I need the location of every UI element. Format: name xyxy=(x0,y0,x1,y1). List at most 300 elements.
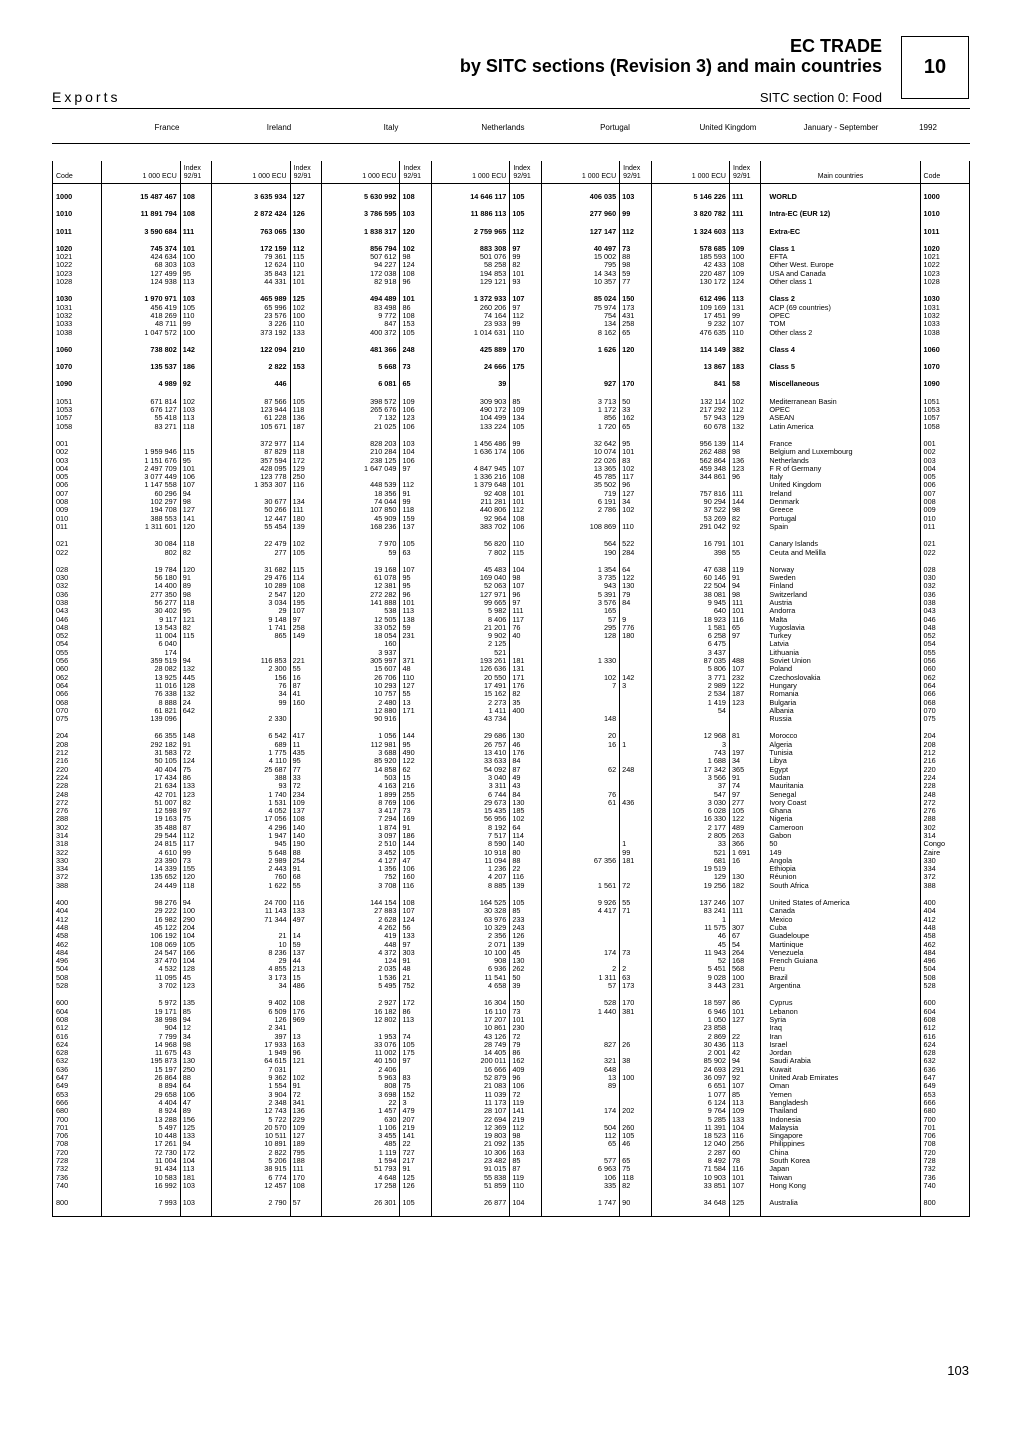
index-cell: 103 xyxy=(180,406,211,414)
ecu-cell: 39 xyxy=(431,380,509,388)
index-cell: 75 xyxy=(180,815,211,823)
ecu-cell: 12 369 xyxy=(431,1124,509,1132)
ecu-cell: 17 258 xyxy=(322,1182,400,1190)
row-code-right: 616 xyxy=(920,1033,969,1041)
index-cell: 83 xyxy=(400,1074,431,1082)
index-cell: 95 xyxy=(290,757,321,765)
row-country-name: Lebanon xyxy=(761,1008,920,1016)
row-country-name: South Africa xyxy=(761,882,920,890)
index-cell: 95 xyxy=(180,270,211,278)
index-cell: 181 xyxy=(180,1174,211,1182)
table-row xyxy=(53,1033,970,1041)
index-cell: 2 xyxy=(620,965,651,973)
ecu-cell: 12 381 xyxy=(322,582,400,590)
index-cell: 131 xyxy=(730,304,761,312)
ecu-cell: 20 570 xyxy=(212,1124,290,1132)
index-cell xyxy=(730,741,761,749)
ecu-cell: 63 976 xyxy=(431,916,509,924)
index-cell: 15 xyxy=(290,974,321,982)
ecu-cell: 9 902 xyxy=(431,632,509,640)
index-cell: 409 xyxy=(510,1066,541,1074)
ecu-cell: 2 989 xyxy=(651,682,729,690)
row-country-name: Cyprus xyxy=(761,999,920,1007)
index-cell: 88 xyxy=(510,857,541,865)
table-row xyxy=(53,732,970,740)
ecu-cell: 2 534 xyxy=(651,690,729,698)
ecu-cell: 10 289 xyxy=(212,582,290,590)
ecu-cell: 3 455 xyxy=(322,1132,400,1140)
row-country-name: Sudan xyxy=(761,774,920,782)
index-cell: 113 xyxy=(730,228,761,236)
index-cell: 188 xyxy=(290,1157,321,1165)
index-cell: 144 xyxy=(730,498,761,506)
row-code-right: 006 xyxy=(920,481,969,489)
index-cell xyxy=(180,715,211,723)
ecu-cell: 94 227 xyxy=(322,261,400,269)
row-country-name: Morocco xyxy=(761,732,920,740)
ecu-cell: 15 487 467 xyxy=(102,193,180,201)
index-cell: 91 xyxy=(180,741,211,749)
ecu-cell: 2 406 xyxy=(322,1066,400,1074)
index-cell: 55 xyxy=(620,899,651,907)
ecu-cell: 2 001 xyxy=(651,1049,729,1057)
table-row xyxy=(53,907,970,915)
index-cell: 118 xyxy=(180,882,211,890)
row-country-name: Guadeloupe xyxy=(761,932,920,940)
index-cell: 72 xyxy=(180,749,211,757)
index-cell: 98 xyxy=(730,506,761,514)
row-country-name: Angola xyxy=(761,857,920,865)
row-code-right: 004 xyxy=(920,465,969,473)
ecu-cell xyxy=(541,1016,619,1024)
index-cell: 105 xyxy=(180,941,211,949)
row-code-right: 334 xyxy=(920,865,969,873)
index-cell: 90 xyxy=(620,1199,651,1207)
index-cell: 107 xyxy=(510,295,541,303)
index-cell: 112 xyxy=(510,506,541,514)
index-cell: 95 xyxy=(400,574,431,582)
index-cell: 381 xyxy=(620,1008,651,1016)
index-cell: 91 xyxy=(400,824,431,832)
index-cell: 110 xyxy=(620,523,651,531)
ecu-cell: 40 150 xyxy=(322,1057,400,1065)
ecu-cell: 14 339 xyxy=(102,865,180,873)
row-country-name: Latin America xyxy=(761,423,920,431)
index-cell xyxy=(620,699,651,707)
index-cell: 111 xyxy=(290,506,321,514)
row-code: 010 xyxy=(53,515,102,523)
ecu-cell: 6 509 xyxy=(212,1008,290,1016)
table-row xyxy=(53,1107,970,1115)
ecu-cell: 9 772 xyxy=(322,312,400,320)
index-cell: 121 xyxy=(290,1057,321,1065)
ecu-cell: 83 498 xyxy=(322,304,400,312)
ecu-cell: 1 353 307 xyxy=(212,481,290,489)
ecu-cell: 521 xyxy=(651,849,729,857)
ecu-cell: 17 056 xyxy=(212,815,290,823)
ecu-cell: 908 xyxy=(431,957,509,965)
index-cell: 22 xyxy=(730,1033,761,1041)
ecu-cell: 956 139 xyxy=(651,440,729,448)
index-cell xyxy=(620,873,651,881)
ecu-cell: 21 634 xyxy=(102,782,180,790)
row-code: 216 xyxy=(53,757,102,765)
row-country-name: F R of Germany xyxy=(761,465,920,473)
row-country-name: Martinique xyxy=(761,941,920,949)
index-cell: 110 xyxy=(180,312,211,320)
table-row xyxy=(53,1165,970,1173)
index-cell: 82 xyxy=(620,1182,651,1190)
index-cell: 105 xyxy=(290,398,321,406)
index-cell: 58 xyxy=(730,380,761,388)
row-country-name: Philippines xyxy=(761,1140,920,1148)
ecu-cell: 107 850 xyxy=(322,506,400,514)
ecu-cell: 828 203 xyxy=(322,440,400,448)
table-row xyxy=(53,1116,970,1124)
index-cell: 86 xyxy=(180,774,211,782)
ecu-cell: 35 488 xyxy=(102,824,180,832)
ecu-cell: 11 391 xyxy=(651,1124,729,1132)
row-code: 302 xyxy=(53,824,102,832)
row-code: 1000 xyxy=(53,193,102,201)
index-cell: 106 xyxy=(400,406,431,414)
ecu-cell xyxy=(541,774,619,782)
ecu-cell: 260 206 xyxy=(431,304,509,312)
ecu-cell: 38 081 xyxy=(651,591,729,599)
table-row xyxy=(53,320,970,328)
row-code: 224 xyxy=(53,774,102,782)
index-cell: 213 xyxy=(290,965,321,973)
index-cell: 175 xyxy=(400,1049,431,1057)
index-cell: 163 xyxy=(510,1149,541,1157)
ecu-cell: 55 838 xyxy=(431,1174,509,1182)
row-code-right: 1038 xyxy=(920,329,969,337)
ecu-cell: 2 330 xyxy=(212,715,290,723)
index-cell: 102 xyxy=(620,506,651,514)
index-cell: 258 xyxy=(290,624,321,632)
index-cell xyxy=(620,1024,651,1032)
index-cell: 65 xyxy=(620,423,651,431)
index-cell: 101 xyxy=(510,498,541,506)
ecu-cell: 87 035 xyxy=(651,657,729,665)
ecu-cell: 13 288 xyxy=(102,1116,180,1124)
country-header-italy: Italy xyxy=(383,123,399,132)
ecu-cell: 7 802 xyxy=(431,549,509,557)
index-cell: 98 xyxy=(510,1132,541,1140)
group-spacer xyxy=(53,531,970,540)
ecu-cell: 3 698 xyxy=(322,1091,400,1099)
index-cell: 102 xyxy=(400,245,431,253)
ecu-cell: 34 xyxy=(212,690,290,698)
ecu-cell: 383 702 xyxy=(431,523,509,531)
index-cell: 180 xyxy=(290,515,321,523)
ecu-cell xyxy=(541,916,619,924)
index-cell xyxy=(510,457,541,465)
index-cell: 141 xyxy=(400,1132,431,1140)
table-row xyxy=(53,465,970,473)
ecu-cell: 481 366 xyxy=(322,346,400,354)
ecu-cell: 4 855 xyxy=(212,965,290,973)
ecu-cell: 109 169 xyxy=(651,304,729,312)
ecu-cell: 65 xyxy=(541,1140,619,1148)
index-cell: 969 xyxy=(290,1016,321,1024)
ecu-cell xyxy=(541,699,619,707)
ecu-cell: 54 xyxy=(651,707,729,715)
ecu-cell: 61 228 xyxy=(212,414,290,422)
ecu-cell: 57 xyxy=(541,616,619,624)
index-cell: 142 xyxy=(180,346,211,354)
index-cell: 107 xyxy=(510,582,541,590)
ecu-cell: 1 456 486 xyxy=(431,440,509,448)
table-row xyxy=(53,899,970,907)
ecu-cell: 2 822 xyxy=(212,1149,290,1157)
row-code-right: Congo xyxy=(920,840,969,848)
index-cell: 47 xyxy=(400,857,431,865)
table-row xyxy=(53,515,970,523)
ecu-cell: 1 xyxy=(651,916,729,924)
index-cell: 21 xyxy=(400,974,431,982)
index-cell: 133 xyxy=(180,782,211,790)
ecu-cell: 29 544 xyxy=(102,832,180,840)
country-header-portugal: Portugal xyxy=(600,123,630,132)
row-country-name: Class 5 xyxy=(761,363,920,371)
index-cell: 163 xyxy=(290,1041,321,1049)
row-country-name: Peru xyxy=(761,965,920,973)
ecu-cell: 671 814 xyxy=(102,398,180,406)
ecu-cell: 40 497 xyxy=(541,245,619,253)
table-row xyxy=(53,766,970,774)
ecu-cell: 2 497 709 xyxy=(102,465,180,473)
ecu-cell: 55 418 xyxy=(102,414,180,422)
table-row xyxy=(53,749,970,757)
index-cell: 134 xyxy=(290,498,321,506)
index-cell xyxy=(620,732,651,740)
ecu-cell: 676 127 xyxy=(102,406,180,414)
index-cell: 255 xyxy=(400,791,431,799)
ecu-cell: 102 xyxy=(541,674,619,682)
ecu-cell: 11 173 xyxy=(431,1099,509,1107)
country-header-netherlands: Netherlands xyxy=(481,123,525,132)
index-cell xyxy=(620,824,651,832)
ecu-cell: 168 236 xyxy=(322,523,400,531)
ecu-cell: 738 802 xyxy=(102,346,180,354)
row-code-right: 220 xyxy=(920,766,969,774)
index-cell: 116 xyxy=(290,481,321,489)
table-row xyxy=(53,1008,970,1016)
index-cell: 152 xyxy=(400,1091,431,1099)
index-cell: 221 xyxy=(290,657,321,665)
index-cell: 133 xyxy=(290,329,321,337)
index-cell: 82 xyxy=(180,624,211,632)
row-code-right: 043 xyxy=(920,607,969,615)
table-row xyxy=(53,582,970,590)
row-country-name: Ghana xyxy=(761,807,920,815)
ecu-cell: 52 879 xyxy=(431,1074,509,1082)
ecu-cell xyxy=(541,1049,619,1057)
index-cell: 72 xyxy=(290,1091,321,1099)
ecu-cell: 76 xyxy=(541,791,619,799)
ecu-cell: 13 925 xyxy=(102,674,180,682)
ecu-cell: 1 720 xyxy=(541,423,619,431)
index-cell: 256 xyxy=(730,1140,761,1148)
ecu-cell: 76 xyxy=(212,682,290,690)
ecu-cell: 9 402 xyxy=(212,999,290,1007)
ecu-cell: 60 146 xyxy=(651,574,729,582)
ecu-cell: 85 024 xyxy=(541,295,619,303)
ecu-cell: 14 968 xyxy=(102,1041,180,1049)
table-row xyxy=(53,640,970,648)
country-headers xyxy=(52,123,970,137)
index-cell: 102 xyxy=(510,815,541,823)
index-cell: 123 xyxy=(400,414,431,422)
index-cell: 104 xyxy=(510,566,541,574)
ecu-cell: 4 163 xyxy=(322,782,400,790)
ecu-cell: 67 356 xyxy=(541,857,619,865)
table-row xyxy=(53,807,970,815)
row-code: 701 xyxy=(53,1124,102,1132)
index-cell: 114 xyxy=(730,440,761,448)
index-cell: 307 xyxy=(730,924,761,932)
ecu-cell: 87 829 xyxy=(212,448,290,456)
index-cell: 250 xyxy=(180,1066,211,1074)
index-cell: 86 xyxy=(400,1008,431,1016)
row-code: 404 xyxy=(53,907,102,915)
index-cell: 89 xyxy=(180,1107,211,1115)
row-country-name: China xyxy=(761,1149,920,1157)
index-cell xyxy=(620,957,651,965)
ecu-cell: 927 xyxy=(541,380,619,388)
table-row xyxy=(53,882,970,890)
index-cell: 101 xyxy=(620,448,651,456)
page-number: 103 xyxy=(947,1363,969,1378)
ecu-cell: 19 256 xyxy=(651,882,729,890)
index-cell: 642 xyxy=(180,707,211,715)
row-code: 1038 xyxy=(53,329,102,337)
ecu-cell: 2 927 xyxy=(322,999,400,1007)
row-country-name: Algeria xyxy=(761,741,920,749)
index-cell: 727 xyxy=(400,1149,431,1157)
row-code-right: 1033 xyxy=(920,320,969,328)
index-cell: 95 xyxy=(180,607,211,615)
index-cell: 114 xyxy=(510,832,541,840)
ecu-cell: 5 648 xyxy=(212,849,290,857)
index-cell: 94 xyxy=(180,899,211,907)
index-cell: 101 xyxy=(510,490,541,498)
index-cell: 116 xyxy=(730,1165,761,1173)
index-cell: 62 xyxy=(400,766,431,774)
ecu-cell: 122 094 xyxy=(212,346,290,354)
row-code-right: 1070 xyxy=(920,363,969,371)
ecu-cell xyxy=(541,957,619,965)
ecu-cell: 10 074 xyxy=(541,448,619,456)
row-country-name: Belgium and Luxembourg xyxy=(761,448,920,456)
index-cell: 260 xyxy=(620,1124,651,1132)
ecu-cell: 2 287 xyxy=(651,1149,729,1157)
group-spacer xyxy=(53,389,970,398)
table-row xyxy=(53,965,970,973)
row-code-right: 528 xyxy=(920,982,969,990)
ecu-cell xyxy=(541,873,619,881)
row-country-name: Saudi Arabia xyxy=(761,1057,920,1065)
row-country-name: Lithuania xyxy=(761,649,920,657)
ecu-cell: 35 502 xyxy=(541,481,619,489)
row-code: 388 xyxy=(53,882,102,890)
ecu-cell: 11 002 xyxy=(322,1049,400,1057)
ecu-cell: 8 769 xyxy=(322,799,400,807)
ecu-cell: 802 xyxy=(102,549,180,557)
ecu-cell: 1 626 xyxy=(541,346,619,354)
index-cell: 108 xyxy=(290,582,321,590)
index-cell: 83 xyxy=(620,457,651,465)
ecu-cell: 11 891 794 xyxy=(102,210,180,218)
row-code: 008 xyxy=(53,498,102,506)
index-cell: 488 xyxy=(730,657,761,665)
ecu-cell: 38 915 xyxy=(212,1165,290,1173)
ecu-cell: 85 920 xyxy=(322,757,400,765)
row-code-right: 1058 xyxy=(920,423,969,431)
index-cell: 127 xyxy=(400,682,431,690)
index-cell: 210 xyxy=(290,346,321,354)
index-cell: 107 xyxy=(730,665,761,673)
index-cell: 88 xyxy=(620,253,651,261)
index-cell: 371 xyxy=(400,657,431,665)
ecu-cell: 503 xyxy=(322,774,400,782)
ecu-cell: 856 xyxy=(541,414,619,422)
ecu-cell: 59 xyxy=(322,549,400,557)
country-header-uk: United Kingdom xyxy=(699,123,757,132)
row-country-name: Other class 1 xyxy=(761,278,920,286)
index-cell: 98 xyxy=(730,591,761,599)
ecu-cell: 15 002 xyxy=(541,253,619,261)
index-cell: 54 xyxy=(730,941,761,949)
ecu-cell: 22 026 xyxy=(541,457,619,465)
index-cell: 132 xyxy=(180,690,211,698)
index-cell xyxy=(620,649,651,657)
ecu-cell: 6 191 xyxy=(541,498,619,506)
index-cell: 98 xyxy=(180,1041,211,1049)
index-cell: 102 xyxy=(290,540,321,548)
index-cell: 103 xyxy=(180,295,211,303)
index-cell: 101 xyxy=(510,1016,541,1024)
index-cell: 136 xyxy=(290,414,321,422)
row-country-name: Syria xyxy=(761,1016,920,1024)
ecu-cell: 4 847 945 xyxy=(431,465,509,473)
index-cell: 219 xyxy=(400,1124,431,1132)
ecu-cell: 3 566 xyxy=(651,774,729,782)
row-country-name: Gabon xyxy=(761,832,920,840)
index-cell: 60 xyxy=(730,1149,761,1157)
index-cell xyxy=(400,1066,431,1074)
index-cell: 115 xyxy=(290,253,321,261)
ecu-cell: 2 790 xyxy=(212,1199,290,1207)
ecu-cell: 7 799 xyxy=(102,1033,180,1041)
country-header-france: France xyxy=(154,123,180,132)
index-cell: 123 xyxy=(180,982,211,990)
row-country-name: Class 2 xyxy=(761,295,920,303)
index-cell: 91 xyxy=(730,774,761,782)
index-cell: 445 xyxy=(180,674,211,682)
ecu-cell: 106 192 xyxy=(102,932,180,940)
index-cell: 112 xyxy=(620,228,651,236)
index-cell: 128 xyxy=(180,965,211,973)
table-row xyxy=(53,774,970,782)
index-cell: 116 xyxy=(510,873,541,881)
ecu-cell: 17 434 xyxy=(102,774,180,782)
ecu-cell: 6 651 xyxy=(651,1082,729,1090)
index-cell: 113 xyxy=(180,1165,211,1173)
ecu-cell: 29 xyxy=(212,957,290,965)
ecu-cell: 17 261 xyxy=(102,1140,180,1148)
